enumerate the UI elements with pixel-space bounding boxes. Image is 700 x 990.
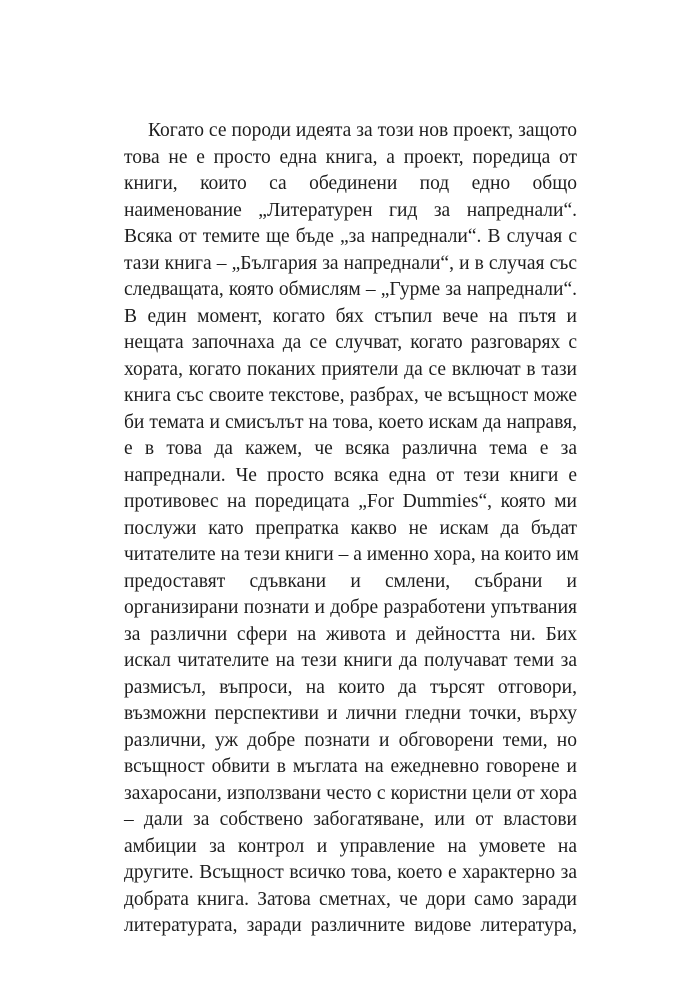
text-line: различни, уж добре познати и обговорени теми, но bbox=[124, 729, 577, 751]
text-line: – дали за собствено забогатяване, или от властови bbox=[124, 809, 577, 830]
text-line: за различни сфери на живота и дейността ни. Бих bbox=[124, 623, 577, 645]
text-line: книги, които са обединени под едно общо bbox=[124, 173, 577, 194]
text-line: всъщност обвити в мъглата на ежедневно говорене и bbox=[124, 756, 577, 777]
text-line: това не е просто една книга, а проект, поредица от bbox=[124, 146, 577, 168]
text-line: добрата книга. Затова сметнах, че дори само заради bbox=[124, 888, 577, 910]
text-line: читателите на тези книги – а именно хора, на които им bbox=[124, 544, 579, 565]
text-line: възможни перспективи и лични гледни точки, върху bbox=[124, 703, 577, 724]
text-line: наименование „Литературен гид за напреднали“. bbox=[124, 199, 577, 221]
text-line: е в това да кажем, че всяка различна тема е за bbox=[124, 438, 577, 459]
text-line: хората, когато поканих приятели да се включат в тази bbox=[124, 358, 577, 380]
text-line: нещата започнаха да се случват, когато разговарях с bbox=[124, 332, 577, 353]
text-line: противовес на поредицата „For Dummies“, която ми bbox=[124, 491, 577, 512]
text-line: напреднали. Че просто всяка една от тези книги е bbox=[124, 464, 577, 486]
text-line: предоставят сдъвкани и смлени, събрани и bbox=[124, 570, 577, 592]
text-line: размисъл, въпроси, на които да търсят отговори, bbox=[124, 676, 577, 698]
text-line: Когато се породи идеята за този нов проект, защото bbox=[148, 120, 577, 141]
text-line: Всяка от темите ще бъде „за напреднали“. В случая с bbox=[124, 226, 577, 247]
text-line: тази книга – „България за напреднали“, и в случая със bbox=[124, 252, 577, 274]
text-line: другите. Всъщност всичко това, което е характерно за bbox=[124, 862, 577, 883]
text-line: книга със своите текстове, разбрах, че всъщност може bbox=[124, 385, 577, 406]
text-line: искал читателите на тези книги да получават теми за bbox=[124, 650, 577, 671]
text-line: би темата и смисълът на това, което искам да направя, bbox=[124, 411, 577, 433]
body-paragraph bbox=[124, 118, 577, 940]
text-line: В един момент, когато бях стъпил вече на пътя и bbox=[124, 305, 577, 327]
text-line: следващата, която обмислям – „Гурме за напреднали“. bbox=[124, 279, 577, 300]
text-line: амбиции за контрол и управление на умовете на bbox=[124, 835, 577, 857]
text-line: литературата, заради различните видове литература, bbox=[124, 915, 577, 936]
text-line: захаросани, използвани често с користни цели от хора bbox=[124, 782, 577, 804]
text-line: организирани познати и добре разработени упътвания bbox=[124, 597, 577, 618]
text-line: послужи като препратка какво не искам да бъдат bbox=[124, 517, 577, 539]
